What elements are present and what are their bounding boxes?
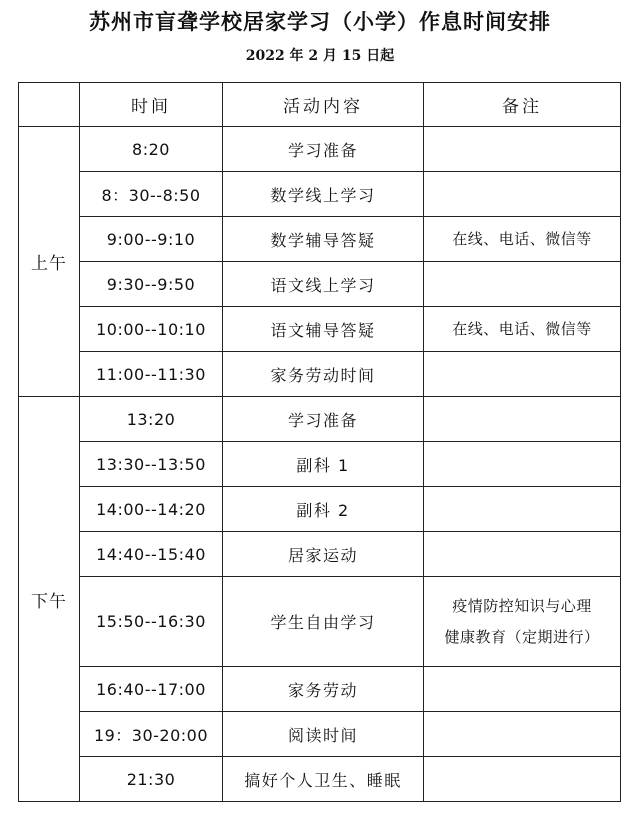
- header-time: 时间: [80, 83, 223, 127]
- time-cell: 14:40--15:40: [80, 532, 223, 577]
- table-row: [19, 127, 621, 172]
- note-cell: [424, 757, 621, 802]
- table-row: [19, 532, 621, 577]
- period-morning: 上午: [19, 127, 80, 397]
- table-row: [19, 442, 621, 487]
- table-row: [19, 577, 621, 667]
- note-cell: [424, 172, 621, 217]
- note-cell: [424, 262, 621, 307]
- activity-cell: 数学辅导答疑: [223, 217, 424, 262]
- table-row: [19, 262, 621, 307]
- note-cell: [424, 667, 621, 712]
- activity-cell: 副科 2: [223, 487, 424, 532]
- time-cell: 15:50--16:30: [80, 577, 223, 667]
- table-row: [19, 397, 621, 442]
- note-cell: 在线、电话、微信等: [424, 307, 621, 352]
- table-row: [19, 352, 621, 397]
- time-cell: 9:00--9:10: [80, 217, 223, 262]
- note-line-1: 疫情防控知识与心理: [452, 596, 592, 615]
- activity-cell: 居家运动: [223, 532, 424, 577]
- note-cell: [424, 442, 621, 487]
- activity-cell: 家务劳动: [223, 667, 424, 712]
- time-cell: 16:40--17:00: [80, 667, 223, 712]
- header-period: [19, 83, 80, 127]
- time-cell: 19：30-20:00: [80, 712, 223, 757]
- note-cell: [424, 397, 621, 442]
- header-activity: 活动内容: [223, 83, 424, 127]
- activity-cell: 语文辅导答疑: [223, 307, 424, 352]
- time-cell: 10:00--10:10: [80, 307, 223, 352]
- table-row: [19, 307, 621, 352]
- note-cell: [424, 532, 621, 577]
- activity-cell: 家务劳动时间: [223, 352, 424, 397]
- table-row: [19, 757, 621, 802]
- table-header-row: [19, 83, 621, 127]
- time-cell: 8：30--8:50: [80, 172, 223, 217]
- time-cell: 13:20: [80, 397, 223, 442]
- header-notes: 备注: [424, 83, 621, 127]
- time-cell: 11:00--11:30: [80, 352, 223, 397]
- time-cell: 21:30: [80, 757, 223, 802]
- activity-cell: 副科 1: [223, 442, 424, 487]
- activity-cell: 阅读时间: [223, 712, 424, 757]
- table-row: [19, 217, 621, 262]
- period-afternoon: 下午: [19, 397, 80, 802]
- table-row: [19, 667, 621, 712]
- note-cell: [424, 577, 621, 667]
- note-cell: [424, 352, 621, 397]
- time-cell: 8:20: [80, 127, 223, 172]
- activity-cell: 学生自由学习: [223, 577, 424, 667]
- activity-cell: 搞好个人卫生、睡眠: [223, 757, 424, 802]
- time-cell: 9:30--9:50: [80, 262, 223, 307]
- time-cell: 14:00--14:20: [80, 487, 223, 532]
- note-cell: [424, 712, 621, 757]
- note-cell: [424, 127, 621, 172]
- activity-cell: 学习准备: [223, 397, 424, 442]
- document-subtitle: 2022 年 2 月 15 日起: [245, 48, 395, 64]
- note-cell: [424, 487, 621, 532]
- activity-cell: 学习准备: [223, 127, 424, 172]
- time-cell: 13:30--13:50: [80, 442, 223, 487]
- schedule-table: [18, 82, 621, 802]
- activity-cell: 数学线上学习: [223, 172, 424, 217]
- table-row: [19, 712, 621, 757]
- note-cell: 在线、电话、微信等: [424, 217, 621, 262]
- table-row: [19, 487, 621, 532]
- note-line-2: 健康教育（定期进行）: [444, 627, 600, 646]
- activity-cell: 语文线上学习: [223, 262, 424, 307]
- document-title: 苏州市盲聋学校居家学习（小学）作息时间安排: [89, 9, 551, 34]
- table-row: [19, 172, 621, 217]
